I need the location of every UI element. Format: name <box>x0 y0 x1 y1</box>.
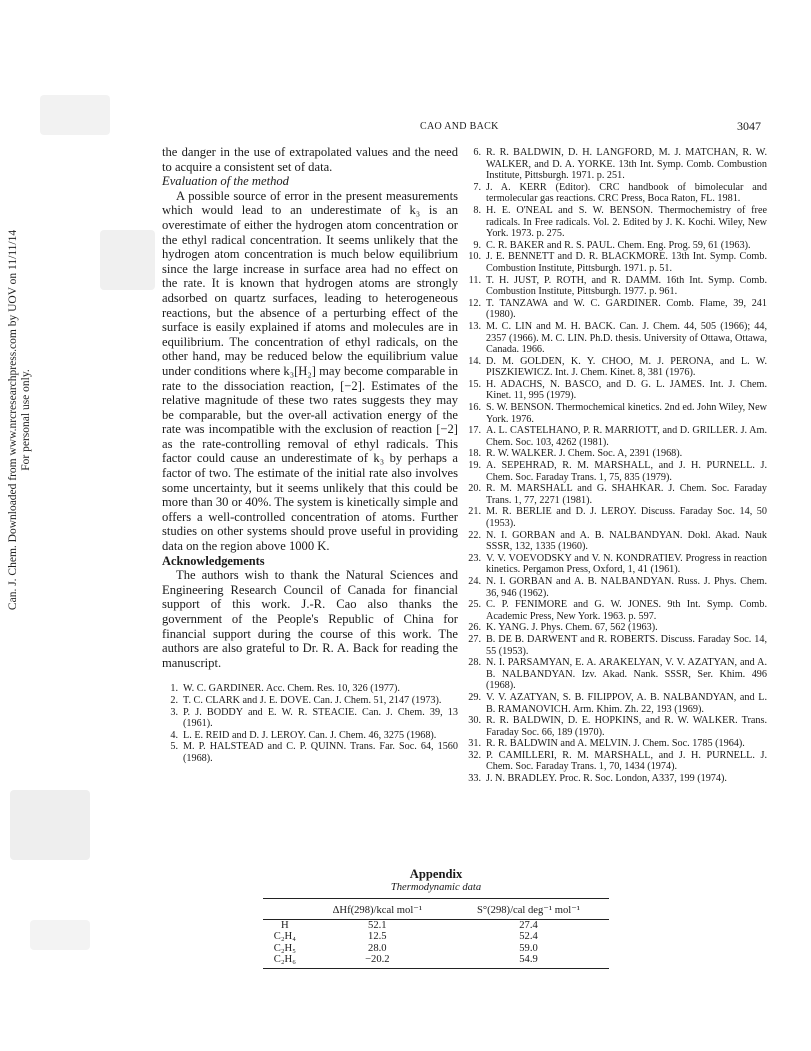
reference-number: 16. <box>468 402 481 414</box>
reference-text: N. I. PARSAMYAN, E. A. ARAKELYAN, V. V. AZATYAN, and A. B. NALBANDYAN. Izv. Akad. Nank. SSSR, Ser. Khim. 496 (1968). <box>486 657 767 692</box>
reference-item <box>465 205 767 240</box>
reference-item <box>465 275 767 298</box>
download-notice-line: For personal use only. <box>20 369 32 471</box>
reference-item <box>465 356 767 379</box>
reference-item <box>465 622 767 634</box>
reference-text: T. C. CLARK and J. E. DOVE. Can. J. Chem. 51, 2147 (1973). <box>183 694 442 706</box>
appendix <box>263 867 609 969</box>
reference-number: 7. <box>473 181 481 193</box>
cell-enthalpy: −20.2 <box>307 954 448 968</box>
paragraph-method: A possible source of error in the present measurements which would lead to an underestimate of k₃ is an overestimate of either the hydrogen atom concentration or the ethyl radical concentration. It seems unlikely that the hydrogen atom concentration is much below equilibrium since the large increase in surface area had no effect on the rate. It is known that hydrogen atoms are strongly adsorbed on quartz surfaces, leading to heterogeneous reactions, but the absence of a perturbing effect of the surface is easily explained if atoms and molecules are in equilibrium. The concentration of ethyl radicals, on the other hand, may be reduced below the equilibrium value under conditions where k₃[H₂] may become comparable in rate to the dissociation reaction, [−2]. Estimates of the relative magnitude of these two rates suggests they may be comparable, but the over-all activation energy of the rate was incompatible with the exclusion of reaction [−2] as the rate-controlling removal of ethyl radicals. This factor could cause an underestimate of k₃ by perhaps a factor of two. The estimate of the initial rate also involves some uncertainty, but it seems unlikely that this could be more than 30 or 40%. The system is kinetically simple and offers a well-controlled concentration of atoms. Further studies on other systems should prove useful in providing data on the region above 1000 K. <box>162 188 459 554</box>
reference-text: M. P. HALSTEAD and C. P. QUINN. Trans. Far. Soc. 64, 1560 (1968). <box>183 741 458 764</box>
reference-item <box>465 657 767 692</box>
reference-item <box>162 695 458 707</box>
reference-item <box>465 298 767 321</box>
reference-item <box>162 741 458 764</box>
reference-text: M. R. BERLIE and D. J. LEROY. Discuss. Faraday Soc. 14, 50 (1953). <box>486 506 767 529</box>
reference-item <box>465 379 767 402</box>
reference-text: M. C. LIN and M. H. BACK. Can. J. Chem. 44, 505 (1966); 44, 2357 (1966). M. C. LIN. Ph.D. thesis. University of Ottawa, Ottawa, Canada. 1966. <box>486 320 767 356</box>
reference-item <box>465 738 767 750</box>
scan-smudge <box>100 230 155 290</box>
running-title: CAO AND BACK <box>420 121 499 132</box>
reference-text: A. SEPEHRAD, R. M. MARSHALL, and J. H. PURNELL. J. Chem. Soc. Faraday Trans. 1, 75, 835 (1979). <box>486 460 767 483</box>
reference-item <box>465 773 767 785</box>
reference-item <box>162 683 458 695</box>
reference-text: D. M. GOLDEN, K. Y. CHOO, M. J. PERONA, and L. W. PISZKIEWICZ. Int. J. Chem. Kinet. 8, 381 (1976). <box>486 355 767 379</box>
reference-number: 2. <box>170 694 178 706</box>
reference-text: H. ADACHS, N. BASCO, and D. G. L. JAMES. Int. J. Chem. Kinet. 11, 995 (1979). <box>486 378 767 402</box>
reference-item <box>465 715 767 738</box>
page-number: 3047 <box>737 119 761 133</box>
table-row <box>263 919 609 931</box>
reference-item <box>465 750 767 773</box>
reference-text: J. N. BRADLEY. Proc. R. Soc. London, A337, 199 (1974). <box>486 773 727 785</box>
left-column <box>162 145 458 765</box>
reference-number: 33. <box>468 773 481 785</box>
column-header-enthalpy: ΔHf(298)/kcal mol⁻¹ <box>307 899 448 920</box>
reference-text: R. R. BALDWIN, D. H. LANGFORD, M. J. MATCHAN, R. W. WALKER, and D. A. YORKE. 13th Int. Symp. Comb. Combustion Institute, Pittsburgh. 1971. p. 251. <box>486 147 767 182</box>
reference-number: 5. <box>170 741 178 753</box>
reference-item <box>465 425 767 448</box>
reference-text: T. H. JUST, P. ROTH, and R. DAMM. 16th Int. Symp. Comb. Combustion Institute, Pittsburgh. 1977. p. 961. <box>486 274 767 298</box>
reference-number: 10. <box>468 251 481 263</box>
reference-text: C. R. BAKER and R. S. PAUL. Chem. Eng. Prog. 59, 61 (1963). <box>486 239 751 251</box>
reference-text: L. E. REID and D. J. LEROY. Can. J. Chem. 46, 3275 (1968). <box>183 729 437 741</box>
cell-entropy: 59.0 <box>519 942 538 954</box>
reference-text: R. M. MARSHALL and G. SHAHKAR. J. Chem. Soc. Faraday Trans. 1, 77, 2271 (1981). <box>486 483 767 506</box>
reference-text: P. CAMILLERI, R. M. MARSHALL, and J. H. PURNELL. J. Chem. Soc. Faraday Trans. 1, 70, 1434 (1974). <box>486 749 767 773</box>
reference-number: 26. <box>468 622 481 634</box>
reference-item <box>465 530 767 553</box>
paragraph-acknowledgements: The authors wish to thank the Natural Sciences and Engineering Research Council of Canada for financial support of this work. J.-R. Cao also thanks the government of the People's Republic of China for financial support during the course of this work. The authors are also grateful to Dr. R. A. Back for reading the manuscript. <box>162 568 458 670</box>
reference-number: 9. <box>473 239 481 251</box>
download-notice-text <box>7 230 33 610</box>
reference-text: J. A. KERR (Editor). CRC handbook of bimolecular and termolecular gas reactions. CRC Press, Boca Raton, FL. 1981. <box>486 181 767 205</box>
reference-text: H. E. O'NEAL and S. W. BENSON. Thermochemistry of free radicals. In Free radicals. Vol. 2. Edited by J. K. Kochi. Wiley, New York. 1973. p. 275. <box>486 204 767 240</box>
reference-number: 4. <box>170 729 178 741</box>
cell-entropy: 54.9 <box>448 954 609 968</box>
reference-item <box>465 553 767 576</box>
reference-number: 24. <box>468 575 481 587</box>
reference-number: 1. <box>170 683 178 695</box>
reference-number: 31. <box>468 738 481 750</box>
cell-enthalpy: 28.0 <box>368 942 387 954</box>
reference-text: V. V. AZATYAN, S. B. FILIPPOV, A. B. NALBANDYAN, and L. B. RAMANOVICH. Arm. Khim. Zh. 22, 193 (1969). <box>486 691 767 715</box>
reference-number: 23. <box>468 552 481 564</box>
download-notice <box>0 0 40 1051</box>
reference-number: 32. <box>468 749 481 761</box>
reference-text: N. I. GORBAN and A. B. NALBANDYAN. Dokl. Akad. Nauk SSSR, 132, 1335 (1960). <box>486 529 767 553</box>
reference-item <box>465 240 767 252</box>
reference-number: 28. <box>468 657 481 669</box>
reference-item <box>465 634 767 657</box>
reference-text: T. TANZAWA and W. C. GARDINER. Comb. Flame, 39, 241 (1980). <box>486 297 767 321</box>
reference-number: 13. <box>468 320 481 332</box>
reference-number: 27. <box>468 633 481 645</box>
paragraph-intro: the danger in the use of extrapolated values and the need to acquire a consistent set of data. <box>162 145 458 174</box>
reference-number: 12. <box>468 297 481 309</box>
reference-item <box>465 576 767 599</box>
table-header-row <box>263 899 609 920</box>
reference-number: 3. <box>170 706 178 718</box>
cell-species: C₂H₆ <box>263 954 307 968</box>
reference-item <box>465 599 767 622</box>
reference-number: 15. <box>468 378 481 390</box>
reference-number: 30. <box>468 715 481 727</box>
cell-species: H <box>281 919 289 931</box>
cell-enthalpy: 12.5 <box>368 931 387 942</box>
reference-list-left <box>162 683 458 764</box>
cell-enthalpy: 52.1 <box>368 919 387 931</box>
reference-text: C. P. FENIMORE and G. W. JONES. 9th Int. Symp. Comb. Academic Press, New York. 1963. p. 597. <box>486 599 767 622</box>
reference-item <box>465 506 767 529</box>
table-row <box>263 931 609 943</box>
reference-text: S. W. BENSON. Thermochemical kinetics. 2nd ed. John Wiley, New York. 1976. <box>486 402 767 425</box>
reference-text: R. W. WALKER. J. Chem. Soc. A, 2391 (1968). <box>486 448 683 460</box>
reference-item <box>465 251 767 274</box>
reference-item <box>465 321 767 356</box>
table-row <box>263 943 609 955</box>
reference-number: 8. <box>473 204 481 216</box>
reference-text: P. J. BODDY and E. W. R. STEACIE. Can. J. Chem. 39, 13 (1961). <box>183 706 458 730</box>
column-header-species <box>263 899 307 920</box>
column-header-entropy: S°(298)/cal deg⁻¹ mol⁻¹ <box>448 899 609 920</box>
reference-item <box>465 182 767 205</box>
section-heading: Evaluation of the method <box>162 174 289 189</box>
reference-number: 19. <box>468 460 481 472</box>
reference-number: 21. <box>468 506 481 518</box>
reference-item <box>162 730 458 742</box>
reference-number: 6. <box>473 147 481 158</box>
thermo-table <box>263 898 609 969</box>
reference-text: W. C. GARDINER. Acc. Chem. Res. 10, 326 (1977). <box>183 683 400 695</box>
reference-text: V. V. VOEVODSKY and V. N. KONDRATIEV. Progress in reaction kinetics. Pergamon Press, Oxford, 1, 41 (1961). <box>486 552 767 576</box>
scan-smudge <box>40 95 110 135</box>
reference-text: R. R. BALDWIN and A. MELVIN. J. Chem. Soc. 1785 (1964). <box>486 738 745 750</box>
reference-item <box>465 402 767 425</box>
reference-text: R. R. BALDWIN, D. E. HOPKINS, and R. W. WALKER. Trans. Faraday Soc. 66, 189 (1970). <box>486 715 767 738</box>
download-notice-line: Can. J. Chem. Downloaded from www.nrcresearchpress.com by UOV on 11/11/14 <box>7 229 19 611</box>
cell-species: C₂H₄ <box>273 931 296 942</box>
appendix-subtitle: Thermodynamic data <box>390 882 482 893</box>
reference-text: A. L. CASTELHANO, P. R. MARRIOTT, and D. GRILLER. J. Am. Chem. Soc. 103, 4262 (1981). <box>486 425 767 448</box>
reference-item <box>465 483 767 506</box>
reference-item <box>465 448 767 460</box>
cell-entropy: 27.4 <box>519 919 538 931</box>
table-row <box>263 954 609 968</box>
reference-text: N. I. GORBAN and A. B. NALBANDYAN. Russ. J. Phys. Chem. 36, 946 (1962). <box>486 575 767 599</box>
reference-item <box>465 147 767 182</box>
appendix-title: Appendix <box>409 867 463 881</box>
reference-number: 22. <box>468 529 481 541</box>
reference-number: 20. <box>468 483 481 495</box>
cell-species: C₂H₅ <box>273 942 296 954</box>
reference-number: 18. <box>468 448 481 460</box>
reference-number: 11. <box>468 274 481 286</box>
right-column <box>465 147 767 785</box>
acknowledgements-heading: Acknowledgements <box>162 553 265 568</box>
reference-number: 17. <box>468 425 481 437</box>
reference-number: 25. <box>468 599 481 611</box>
reference-item <box>465 692 767 715</box>
cell-entropy: 52.4 <box>519 931 538 942</box>
reference-item <box>162 707 458 730</box>
reference-number: 14. <box>468 355 481 367</box>
reference-item <box>465 460 767 483</box>
reference-text: J. E. BENNETT and D. R. BLACKMORE. 13th Int. Symp. Comb. Combustion Institute, Pittsburgh. 1971. p. 51. <box>486 251 767 274</box>
reference-text: K. YANG. J. Phys. Chem. 67, 562 (1963). <box>486 622 658 634</box>
reference-text: B. DE B. DARWENT and R. ROBERTS. Discuss. Faraday Soc. 14, 55 (1953). <box>486 633 767 657</box>
reference-number: 29. <box>468 691 481 703</box>
reference-list-right <box>465 147 767 785</box>
